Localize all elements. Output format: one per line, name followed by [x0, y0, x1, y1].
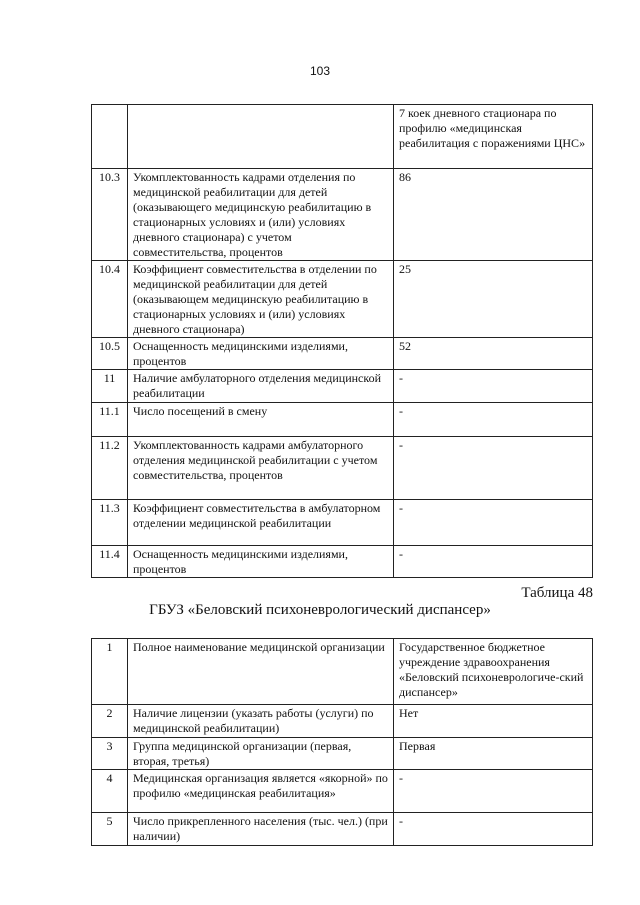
row-number: 10.4 — [92, 261, 128, 338]
row-number: 1 — [92, 639, 128, 705]
indicator-value: - — [394, 813, 593, 846]
row-number: 11 — [92, 370, 128, 403]
indicator-name: Коэффициент совместительства в амбулаторном отделении медицинской реабилитации — [128, 500, 394, 546]
table-title: ГБУЗ «Беловский психоневрологический диспансер» — [149, 602, 491, 618]
row-number: 10.5 — [92, 338, 128, 370]
indicator-name: Группа медицинской организации (первая, вторая, третья) — [128, 738, 394, 770]
table-row — [92, 261, 593, 338]
table-row — [92, 738, 593, 770]
table-row — [92, 770, 593, 813]
indicator-value: - — [394, 370, 593, 403]
organization-table — [91, 638, 593, 846]
indicator-value: 86 — [394, 169, 593, 261]
row-number — [92, 105, 128, 169]
indicator-name: Наличие лицензии (указать работы (услуги) по медицинской реабилитации) — [128, 705, 394, 738]
table-row — [92, 403, 593, 437]
row-number: 11.3 — [92, 500, 128, 546]
row-number: 11.4 — [92, 546, 128, 578]
indicator-value: Государственное бюджетное учреждение здравоохранения «Беловский психоневрологиче-ский диспансер» — [394, 639, 593, 705]
table-row — [92, 705, 593, 738]
row-number: 11.2 — [92, 437, 128, 500]
table-row — [92, 437, 593, 500]
indicator-value: - — [394, 546, 593, 578]
row-number: 5 — [92, 813, 128, 846]
indicator-value: Нет — [394, 705, 593, 738]
indicator-value: 7 коек дневного стационара по профилю «медицинская реабилитация с поражениями ЦНС» — [394, 105, 593, 169]
indicator-value: - — [394, 500, 593, 546]
indicator-name — [128, 105, 394, 169]
table-row — [92, 546, 593, 578]
indicator-name: Число посещений в смену — [128, 403, 394, 437]
indicator-name: Медицинская организация является «якорной» по профилю «медицинская реабилитация» — [128, 770, 394, 813]
table-row — [92, 338, 593, 370]
indicator-name: Укомплектованность кадрами отделения по медицинской реабилитации для детей (оказывающего медицинскую реабилитацию в стационарных условиях и (или) условиях дневного стационара) с учетом совместительства, процентов — [128, 169, 394, 261]
indicator-value: - — [394, 437, 593, 500]
page-number: 103 — [309, 64, 331, 78]
indicators-table — [91, 104, 593, 578]
indicator-name: Наличие амбулаторного отделения медицинской реабилитации — [128, 370, 394, 403]
indicator-name: Оснащенность медицинскими изделиями, процентов — [128, 338, 394, 370]
indicator-name: Коэффициент совместительства в отделении по медицинской реабилитации для детей (оказывающем медицинскую реабилитацию в стационарных условиях и (или) условиях дневного стационара) — [128, 261, 394, 338]
row-number: 3 — [92, 738, 128, 770]
indicator-value: 52 — [394, 338, 593, 370]
row-number: 11.1 — [92, 403, 128, 437]
table-caption: Таблица 48 — [521, 585, 593, 601]
row-number: 4 — [92, 770, 128, 813]
indicator-value: - — [394, 403, 593, 437]
table-row — [92, 500, 593, 546]
indicator-value: 25 — [394, 261, 593, 338]
table-row — [92, 639, 593, 705]
indicator-value: Первая — [394, 738, 593, 770]
row-number: 2 — [92, 705, 128, 738]
indicator-name: Число прикрепленного населения (тыс. чел.) (при наличии) — [128, 813, 394, 846]
indicator-name: Укомплектованность кадрами амбулаторного отделения медицинской реабилитации с учетом совместительства, процентов — [128, 437, 394, 500]
table-row — [92, 813, 593, 846]
table-row — [92, 169, 593, 261]
indicator-name: Полное наименование медицинской организации — [128, 639, 394, 705]
table-row — [92, 370, 593, 403]
table-row — [92, 105, 593, 169]
indicator-name: Оснащенность медицинскими изделиями, процентов — [128, 546, 394, 578]
row-number: 10.3 — [92, 169, 128, 261]
indicator-value: - — [394, 770, 593, 813]
